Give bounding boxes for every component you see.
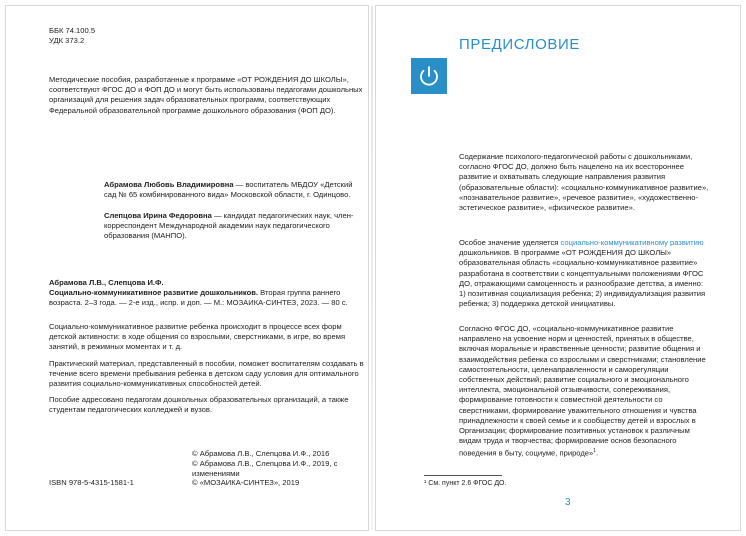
author-sleptsova (104, 211, 366, 242)
author-name: Абрамова Любовь Владимировна (104, 180, 234, 189)
citation-authors: Абрамова Л.В., Слепцова И.Ф. (49, 278, 164, 287)
abstract-paragraph: Практический материал, представленный в пособии, поможет воспитателям создавать в течение всего времени пребывания ребенка в детском саду условия для оптимального развития социально-коммуникативных способностей детей. (49, 358, 364, 389)
footnote: ¹ См. пункт 2.6 ФГОС ДО. (424, 480, 507, 487)
series-intro (49, 75, 365, 116)
author-description: — кандидат педагогических наук, член-корреспондент Международной академии наук педагогического образования (МАНПО). (104, 211, 354, 241)
highlighted-term: социально-коммуникативному развитию (560, 238, 704, 247)
power-icon (411, 58, 447, 94)
bibliographic-citation (49, 278, 365, 309)
copyright-line: © «МОЗАИКА-СИНТЕЗ», 2019 (192, 478, 300, 488)
copyright-line: © Абрамова Л.В., Слепцова И.Ф., 2016 (192, 449, 330, 458)
udk-code: УДК 373.2 (49, 36, 85, 46)
series-intro-text: Методические пособия, разработанные к программе «ОТ РОЖДЕНИЯ ДО ШКОЛЫ», соответствуют ФГОС ДО и ФОП ДО и могут быть использованы педагогами дошкольных организаций для решения задач образовательных программ, соответствующих Федеральной образовательной программе дошкольного образования (ФОП ДО). (49, 75, 363, 115)
chapter-title: ПРЕДИСЛОВИЕ (459, 36, 580, 53)
preface-paragraph-3: Согласно ФГОС ДО, «социально-коммуникативное развитие направлено на усвоение норм и ценностей, принятых в обществе, включая моральные и нравственные ценности; развитие общения и взаимодействия ребенка со взрослыми и сверстниками; становление самостоятельности, целенаправленности и саморегуляции собственных действий; развитие социального и эмоционального интеллекта, эмоциональной отзывчивости, сопереживания, формирование готовности к совместной деятельности со сверстниками, формирование уважительного отношения и чувства принадлежности к своей семье и к сообществу детей и взрослых в Организации; формирование позитивных установок к различным видам труда и творчества; формирование основ безопасного поведения в быту, социуме, природе»$^1$. (459, 324, 706, 458)
citation-body (49, 288, 365, 308)
footnote-divider (424, 475, 502, 476)
author-abramova (104, 180, 366, 200)
author-name: Слепцова Ирина Федоровна (104, 211, 212, 220)
author-description: — воспитатель МБДОУ «Детский сад № 65 комбинированного вида» Московской области, г. Одинцово. (104, 180, 353, 200)
footnote-ref: 1 (593, 448, 597, 455)
citation-details: Вторая группа раннего возраста. 2–3 года. — 2-е изд., испр. и доп. — М.: МОЗАИКА-СИНТЕЗ, 2023. — 80 с. (49, 288, 348, 308)
copyright-line: © Абрамова Л.В., Слепцова И.Ф., 2019, с изменениями (192, 458, 338, 478)
bbk-code: ББК 74.100.5 (49, 26, 96, 35)
isbn: ISBN 978-5-4315-1581-1 (49, 478, 134, 487)
abstract-paragraph: Социально-коммуникативное развитие ребенка происходит в процессе всех форм детской активности: в ходе общения со взрослыми, сверстниками, в игре, во время занятий, в режимных моментах и т. д. (49, 322, 346, 352)
abstract (49, 322, 365, 416)
classification-codes (49, 26, 95, 46)
copyright-block (192, 449, 367, 488)
citation-title: Социально-коммуникативное развитие дошкольников. (49, 288, 259, 298)
preface-paragraph-1: Содержание психолого-педагогической работы с дошкольниками, согласно ФГОС ДО, должно быть нацелено на их всестороннее развитие и охватывать следующие направления развития (образовательные области): «социально-коммуникативное развитие», «познавательное развитие», «речевое развитие», «художественно-эстетическое развитие», «физическое развитие». (459, 152, 709, 213)
book-spine (371, 6, 373, 530)
page-number: 3 (565, 497, 571, 508)
preface-paragraph-2: Особое значение уделяется социально-коммуникативному развитию дошкольников. В программе «ОТ РОЖДЕНИЯ ДО ШКОЛЫ» образовательная область «социально-коммуникативное развитие» разработана в соответствии с концептуальными положениями ФГОС ДО, отражающими самоценность и разнообразие детства, а именно: 1) позитивная социализация ребенка; 2) индивидуализация развития ребенка; 3) поддержка детской инициативы. (459, 238, 706, 309)
abstract-paragraph: Пособие адресовано педагогам дошкольных образовательных организаций, а также студентам педагогических колледжей и вузов. (49, 395, 349, 415)
